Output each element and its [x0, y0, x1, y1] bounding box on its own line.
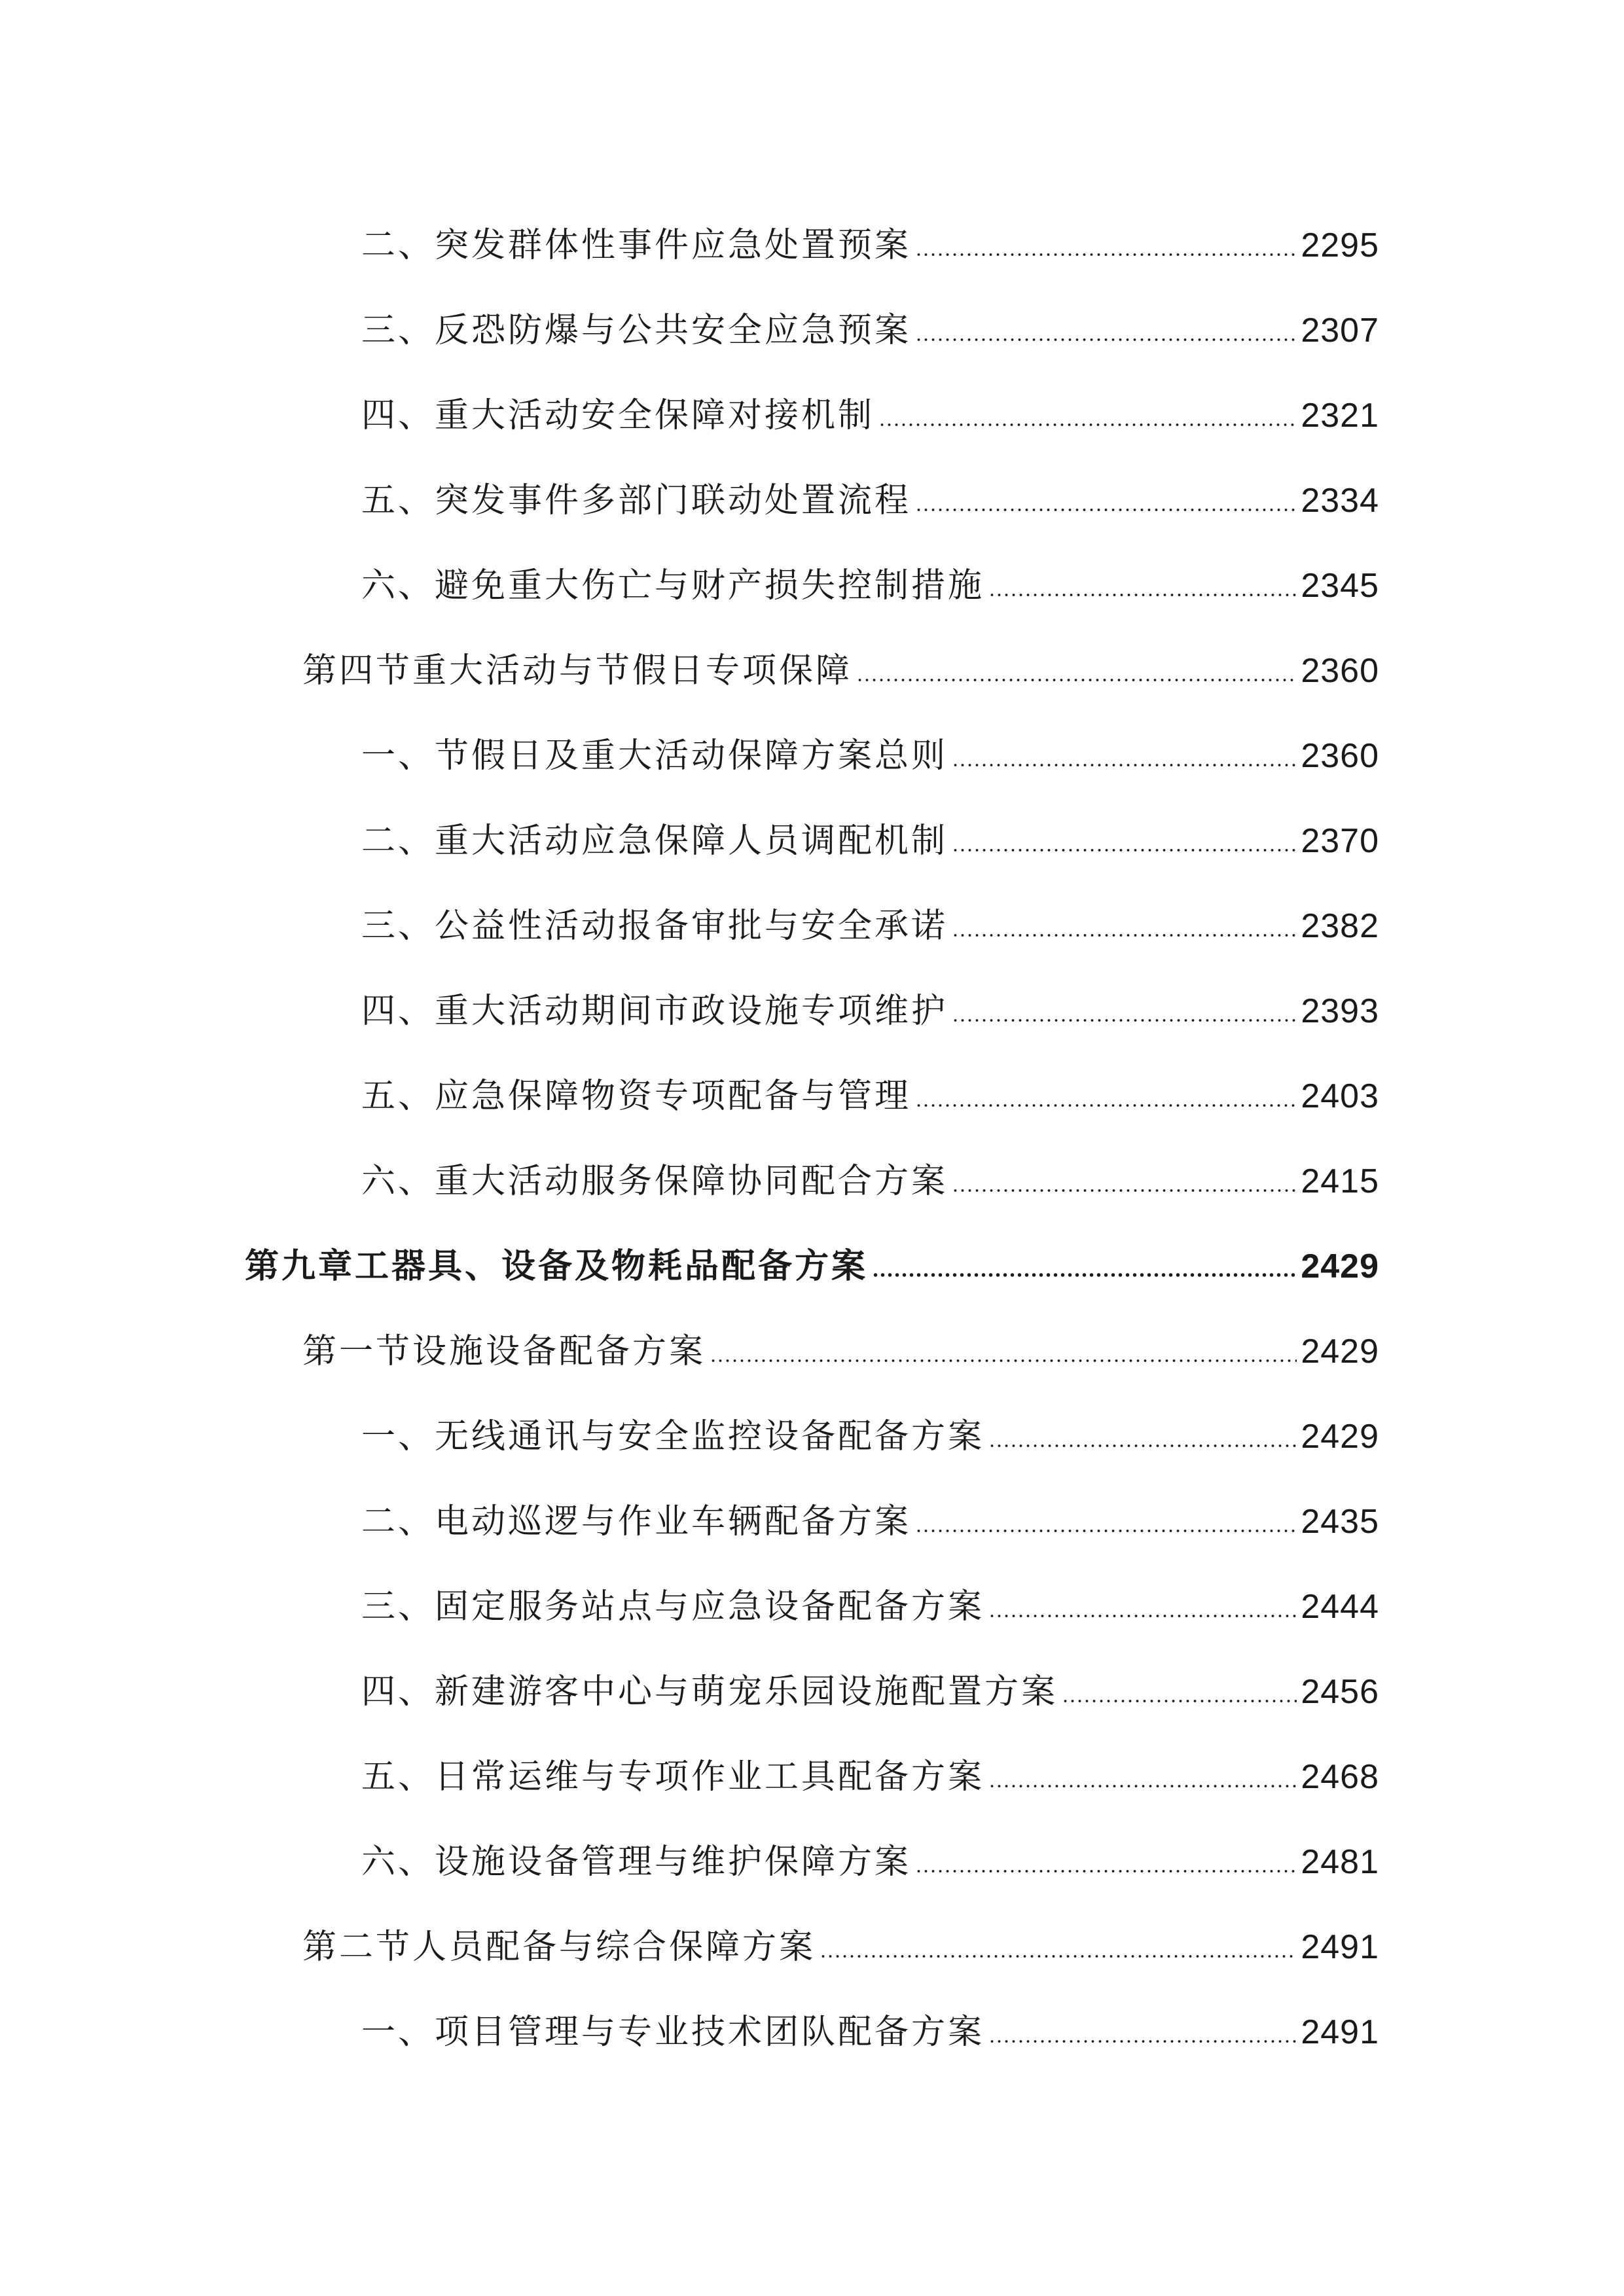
- table-of-contents: [0, 203, 1624, 2075]
- toc-dot-leader: [952, 1164, 1297, 1198]
- toc-entry-title: 一、节假日及重大活动保障方案总则: [361, 736, 948, 776]
- toc-entry-title: 第二节人员配备与综合保障方案: [302, 1928, 816, 1967]
- toc-entry-title: 二、电动巡逻与作业车辆配备方案: [361, 1502, 912, 1541]
- toc-entry-page: 2415: [1301, 1162, 1379, 1200]
- toc-entry-page: 2444: [1301, 1588, 1379, 1626]
- toc-entry-title: 四、重大活动期间市政设施专项维护: [361, 992, 948, 1031]
- toc-section-entry[interactable]: [0, 1905, 1624, 1990]
- toc-dot-leader: [710, 1335, 1297, 1369]
- toc-entry-page: 2481: [1301, 1843, 1379, 1881]
- toc-dot-leader: [988, 1760, 1297, 1794]
- toc-entry-page: 2307: [1301, 312, 1379, 350]
- toc-section-entry[interactable]: [0, 1309, 1624, 1394]
- toc-entry[interactable]: [0, 1649, 1624, 1734]
- toc-entry-title: 二、突发群体性事件应急处置预案: [361, 226, 912, 265]
- toc-entry-page: 2360: [1301, 737, 1379, 775]
- toc-entry[interactable]: [0, 1479, 1624, 1564]
- toc-entry[interactable]: [0, 1820, 1624, 1905]
- toc-dot-leader: [988, 1420, 1297, 1454]
- toc-entry-title: 四、新建游客中心与萌宠乐园设施配置方案: [361, 1672, 1058, 1712]
- toc-entry[interactable]: [0, 543, 1624, 628]
- toc-entry-page: 2360: [1301, 652, 1379, 690]
- toc-entry[interactable]: [0, 969, 1624, 1054]
- toc-entry-title: 六、设施设备管理与维护保障方案: [361, 1842, 912, 1882]
- toc-dot-leader: [856, 654, 1297, 688]
- toc-entry[interactable]: [0, 1564, 1624, 1649]
- toc-entry-title: 三、固定服务站点与应急设备配备方案: [361, 1587, 985, 1626]
- toc-dot-leader: [915, 1845, 1297, 1879]
- toc-entry-title: 五、应急保障物资专项配备与管理: [361, 1077, 912, 1116]
- toc-dot-leader: [915, 1505, 1297, 1539]
- toc-entry-title: 六、避免重大伤亡与财产损失控制措施: [361, 566, 985, 605]
- toc-entry-page: 2491: [1301, 2013, 1379, 2051]
- toc-entry[interactable]: [0, 1054, 1624, 1139]
- toc-entry[interactable]: [0, 1394, 1624, 1479]
- toc-dot-leader: [915, 484, 1297, 518]
- toc-dot-leader: [952, 739, 1297, 773]
- toc-entry-title: 六、重大活动服务保障协同配合方案: [361, 1162, 948, 1201]
- toc-dot-leader: [915, 1079, 1297, 1113]
- toc-dot-leader: [1062, 1675, 1297, 1709]
- toc-dot-leader: [878, 399, 1297, 433]
- toc-entry[interactable]: [0, 884, 1624, 969]
- toc-entry-title: 第九章工器具、设备及物耗品配备方案: [245, 1247, 869, 1286]
- toc-entry[interactable]: [0, 288, 1624, 373]
- toc-entry-title: 第一节设施设备配备方案: [302, 1332, 706, 1371]
- toc-entry-page: 2429: [1301, 1333, 1379, 1371]
- toc-entry[interactable]: [0, 458, 1624, 543]
- toc-section-entry[interactable]: [0, 628, 1624, 713]
- toc-entry-title: 五、日常运维与专项作业工具配备方案: [361, 1757, 985, 1797]
- toc-dot-leader: [952, 994, 1297, 1028]
- toc-entry-page: 2491: [1301, 1928, 1379, 1966]
- toc-entry[interactable]: [0, 1990, 1624, 2075]
- toc-dot-leader: [988, 1590, 1297, 1624]
- toc-entry-page: 2382: [1301, 907, 1379, 945]
- toc-entry-title: 一、无线通讯与安全监控设备配备方案: [361, 1417, 985, 1456]
- toc-entry-page: 2370: [1301, 822, 1379, 860]
- toc-entry-page: 2435: [1301, 1503, 1379, 1541]
- toc-entry[interactable]: [0, 373, 1624, 458]
- toc-entry-title: 二、重大活动应急保障人员调配机制: [361, 821, 948, 861]
- toc-dot-leader: [915, 314, 1297, 348]
- toc-entry-title: 四、重大活动安全保障对接机制: [361, 396, 875, 435]
- toc-entry-title: 一、项目管理与专业技术团队配备方案: [361, 2013, 985, 2052]
- toc-entry-page: 2468: [1301, 1758, 1379, 1796]
- toc-chapter-entry[interactable]: [0, 1224, 1624, 1309]
- toc-dot-leader: [952, 824, 1297, 858]
- toc-entry-page: 2456: [1301, 1673, 1379, 1711]
- toc-entry-title: 五、突发事件多部门联动处置流程: [361, 481, 912, 520]
- toc-entry-title: 第四节重大活动与节假日专项保障: [302, 651, 853, 691]
- toc-entry-page: 2393: [1301, 992, 1379, 1030]
- toc-dot-leader: [988, 569, 1297, 603]
- toc-dot-leader: [820, 1930, 1297, 1964]
- toc-entry-page: 2429: [1301, 1418, 1379, 1456]
- toc-dot-leader: [872, 1249, 1297, 1283]
- toc-entry[interactable]: [0, 203, 1624, 288]
- toc-entry[interactable]: [0, 713, 1624, 798]
- toc-dot-leader: [915, 228, 1297, 262]
- toc-entry-page: 2334: [1301, 482, 1379, 520]
- toc-entry[interactable]: [0, 1734, 1624, 1820]
- toc-entry-title: 三、公益性活动报备审批与安全承诺: [361, 906, 948, 946]
- toc-entry-title: 三、反恐防爆与公共安全应急预案: [361, 311, 912, 350]
- toc-entry-page: 2403: [1301, 1077, 1379, 1115]
- toc-entry-page: 2321: [1301, 397, 1379, 435]
- toc-entry[interactable]: [0, 798, 1624, 884]
- toc-entry-page: 2429: [1301, 1247, 1379, 1285]
- toc-dot-leader: [952, 909, 1297, 943]
- toc-entry-page: 2295: [1301, 226, 1379, 264]
- toc-entry[interactable]: [0, 1139, 1624, 1224]
- toc-dot-leader: [988, 2015, 1297, 2049]
- toc-entry-page: 2345: [1301, 567, 1379, 605]
